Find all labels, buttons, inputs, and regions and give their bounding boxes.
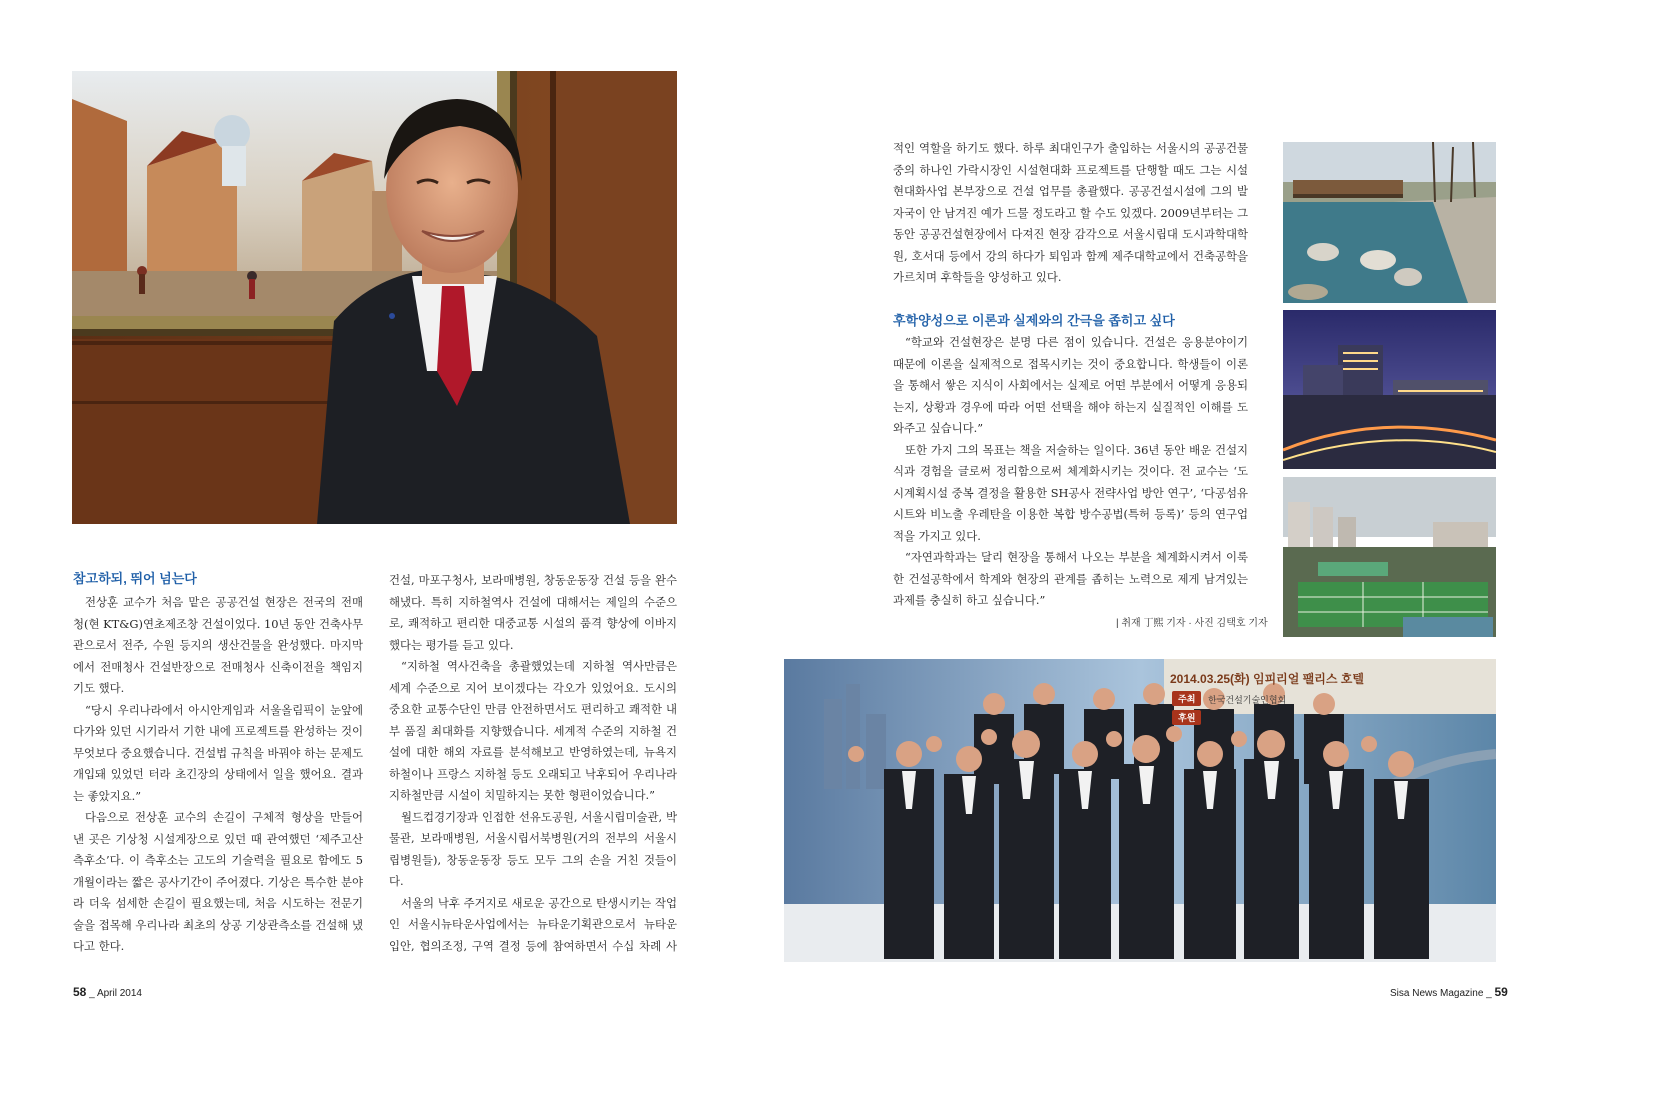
- section-heading-left: 참고하되, 뛰어 넘는다: [73, 571, 197, 586]
- text-column-1: [73, 592, 363, 957]
- paragraph: 다음으로 전상훈 교수의 손길이 구체적 형상을 만들어 낸 곳은 기상청 시설계장으로 있던 때 관여했던 ‘제주고산측후소’다. 이 측후소는 고도의 기술력을 필요로 함에도 5개월이라는 짧은 공사기간이 주어졌다. 기상은 특수한 분야라 더욱 섬세한 손길이 필요했는데, 처음 시도하는 전문기술을 접목해 우리나라 최초의 상공 기상관측소를 건설해 냈다고 한다.: [73, 810, 363, 953]
- page-number-left: 58: [73, 985, 87, 999]
- paragraph: “학교와 건설현장은 분명 다른 점이 있습니다. 건설은 응용분야이기 때문에 이론을 실제적으로 접목시키는 것이 중요합니다. 학생들이 이론을 통해서 쌓은 지식이 사회에서는 실제로 어떤 부분에서 어떻게 응용되는지, 상황과 경우에 따라 어떤 선택을 해야 하는지 실질적인 이해를 도와주고 싶습니다.”: [893, 335, 1248, 435]
- paragraph: 전상훈 교수가 처음 맡은 공공건설 현장은 전국의 전매청(현 KT&G)연초제조창 건설이었다. 10년 동안 건축사무관으로서 전주, 수원 등지의 생산건물을 완성했다. 마지막에서 전매청사 건설반장으로 전매청사 신축이전을 책임지기도 했다.: [73, 595, 363, 695]
- host-org: 한국건설기술인협회: [1208, 695, 1287, 705]
- section-heading-right: 후학양성으로 이론과 실제와의 간극을 좁히고 싶다: [893, 313, 1175, 328]
- apartment-complex-photo: [1283, 477, 1496, 637]
- portrait-photo: [72, 71, 677, 524]
- footer-right: [1390, 985, 1508, 999]
- footer-left: [73, 985, 142, 999]
- paragraph: “지하철 역사건축을 총괄했었는데 지하철 역사만큼은 세계 수준으로 지어 보이겠다는 각오가 있었어요. 도시의 중요한 교통수단인 만큼 안전하면서도 편리하고 쾌적한 내부 품질 최대화를 지향했습니다. 세계적 수준의 지하철 건설에 대한 해외 자료를 분석해보고 반영하였는데, 뉴욕지하철이나 프랑스 지하철 등도 오래되고 낙후되어 우리나라 지하철만큼 시설이 치밀하지는 못한 형편이었습니다.”: [389, 659, 677, 802]
- garden-photo: [1283, 142, 1496, 303]
- host-tag: 주최: [1172, 691, 1201, 706]
- text-column-3: [893, 138, 1248, 290]
- text-column-4: [893, 332, 1248, 610]
- text-column-2: [389, 570, 677, 957]
- event-group-photo: [784, 659, 1496, 962]
- paragraph: 건설, 마포구청사, 보라매병원, 창동운동장 건설 등을 완수해냈다. 특히 지하철역사 건설에 대해서는 제일의 수준으로, 쾌적하고 편리한 대중교통 시설의 품격 향상에 이바지 했다는 평가를 듣고 있다.: [389, 573, 677, 652]
- paragraph: 월드컵경기장과 인접한 선유도공원, 서울시립미술관, 박물관, 보라매병원, 서울시립서북병원(거의 전부의 서울시립병원들), 창동운동장 등도 모두 그의 손을 거친 것들이다.: [389, 809, 677, 888]
- paragraph: 또한 가지 그의 목표는 책을 저술하는 일이다. 36년 동안 배운 건설지식과 경험을 글로써 정리함으로써 체계화시키는 것이다. 전 교수는 ‘도시계획시설 중복 결정을 활용한 SH공사 전략사업 방안 연구’, ‘다공섬유시트와 비노출 우레탄을 이용한 복합 방수공법(특허 등록)’ 등의 연구업적을 가지고 있다.: [893, 442, 1248, 543]
- footer-separator: _: [1486, 988, 1492, 999]
- campus-night-photo: [1283, 310, 1496, 469]
- magazine-name: Sisa News Magazine: [1390, 988, 1484, 999]
- issue-date: April 2014: [96, 988, 142, 999]
- paragraph: “당시 우리나라에서 아시안게임과 서울올림픽이 눈앞에 다가와 있던 시기라서 기한 내에 프로젝트를 완성하는 것이 무엇보다 중요했습니다. 건설법 규칙을 바꿔야 하는 문제도 개입돼 있었던 터라 초긴장의 상태에서 일을 했어요. 결과는 좋았지요.”: [73, 702, 363, 803]
- photo-credit: | 취재 丁熙 기자 · 사진 김택호 기자: [1116, 618, 1268, 629]
- footer-separator: _: [89, 988, 95, 999]
- event-date-banner: 2014.03.25(화) 임피리얼 팰리스 호텔: [1170, 672, 1364, 686]
- paragraph: “자연과학과는 달리 현장을 통해서 나오는 부분을 체계화시켜서 이룩한 건설공학에서 학계와 현장의 관계를 좁히는 노력으로 제게 남겨있는 과제를 충실히 하고 싶습니다.”: [893, 550, 1248, 607]
- sponsor-tag: 후원: [1172, 710, 1201, 725]
- paragraph: 적인 역할을 하기도 했다. 하루 최대인구가 출입하는 서울시의 공공건물 중의 하나인 가락시장인 시설현대화 프로젝트를 단행할 때도 그는 시설현대화사업 본부장으로 건설 업무를 총괄했다. 공공건설시설에 그의 발자국이 안 남겨진 예가 드물 정도라고 할 수도 있겠다. 2009년부터는 그동안 공공건설현장에서 다져진 현장 감각으로 서울시립대 도시과학대학원, 호서대 등에서 강의 하다가 퇴임과 함께 제주대학교에서 건축공학을 가르치며 후학들을 양성하고 있다.: [893, 141, 1248, 284]
- page-number-right: 59: [1494, 985, 1508, 999]
- paragraph: 서울의 낙후 주거지로 새로운 공간으로 탄생시키는 작업인 서울시뉴타운사업에서는 뉴타운기획관으로서 뉴타운 입안, 협의조정, 구역 결정 등에 참여하면서 수십 차례 사: [389, 895, 677, 953]
